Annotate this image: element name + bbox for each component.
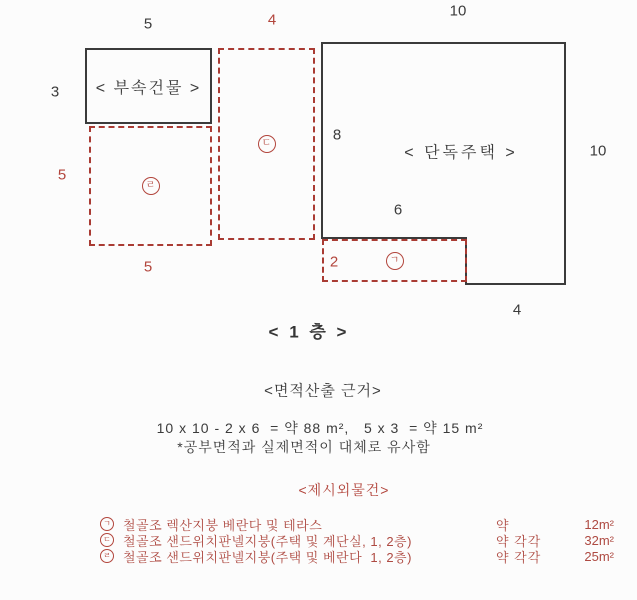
extra-structure-c-outline — [218, 48, 315, 240]
circled-symbol-c: ㄷ — [258, 135, 276, 153]
dim-house-top: 10 — [449, 2, 467, 20]
circled-symbol-g: ㄱ — [100, 517, 114, 531]
extra-items-heading: <제시외물건> — [298, 482, 390, 498]
calc-note: *공부면적과 실제면적이 대체로 유사함 — [177, 439, 431, 455]
calc-heading: <면적산출 근거> — [264, 382, 382, 400]
dim-house-right: 10 — [589, 142, 607, 160]
circled-symbol-c: ㄷ — [100, 533, 114, 547]
circled-symbol-g: ㄱ — [386, 252, 404, 270]
extra-item-qualifier: 약 — [496, 517, 510, 533]
annex-building-label: < 부속건물 > — [95, 79, 202, 97]
extra-item-row — [100, 548, 614, 564]
extra-item-description: 철골조 렉산지붕 베란다 및 테라스 — [123, 517, 323, 533]
extra-item-description: 철골조 샌드위치판넬지붕(주택 및 계단실, 1, 2층) — [123, 533, 412, 549]
extra-structure-g-outline — [322, 239, 467, 282]
extra-structure-r-outline — [89, 126, 212, 246]
dim-annex-top: 5 — [143, 15, 153, 33]
dim-extra-r-bottom: 5 — [143, 258, 153, 276]
extra-item-qualifier: 약 각각 — [496, 533, 542, 549]
house-label: < 단독주택 > — [404, 144, 518, 162]
calc-formula: 10 x 10 - 2 x 6 = 약 88 m², 5 x 3 = 약 15 m² — [156, 420, 484, 436]
circled-symbol-r: ㄹ — [100, 549, 114, 563]
circled-symbol-r: ㄹ — [142, 177, 160, 195]
annex-building-outline — [85, 48, 212, 124]
dim-house-left: 8 — [332, 126, 342, 144]
dim-house-notch-width: 6 — [393, 201, 403, 219]
dim-extra-r-left: 5 — [57, 166, 67, 184]
dim-house-bottom: 4 — [512, 301, 522, 319]
dim-extra-c-top: 4 — [267, 11, 277, 29]
dim-annex-left: 3 — [50, 83, 60, 101]
extra-item-area: 32m² — [584, 532, 614, 548]
extra-item-qualifier: 약 각각 — [496, 549, 542, 565]
floor-title: < 1 층 > — [268, 322, 350, 342]
extra-item-area: 25m² — [584, 548, 614, 564]
extra-item-area: 12m² — [584, 516, 614, 532]
dim-house-notch-height: 2 — [329, 253, 339, 271]
extra-item-description: 철골조 샌드위치판넬지붕(주택 및 베란다 1, 2층) — [123, 549, 412, 565]
